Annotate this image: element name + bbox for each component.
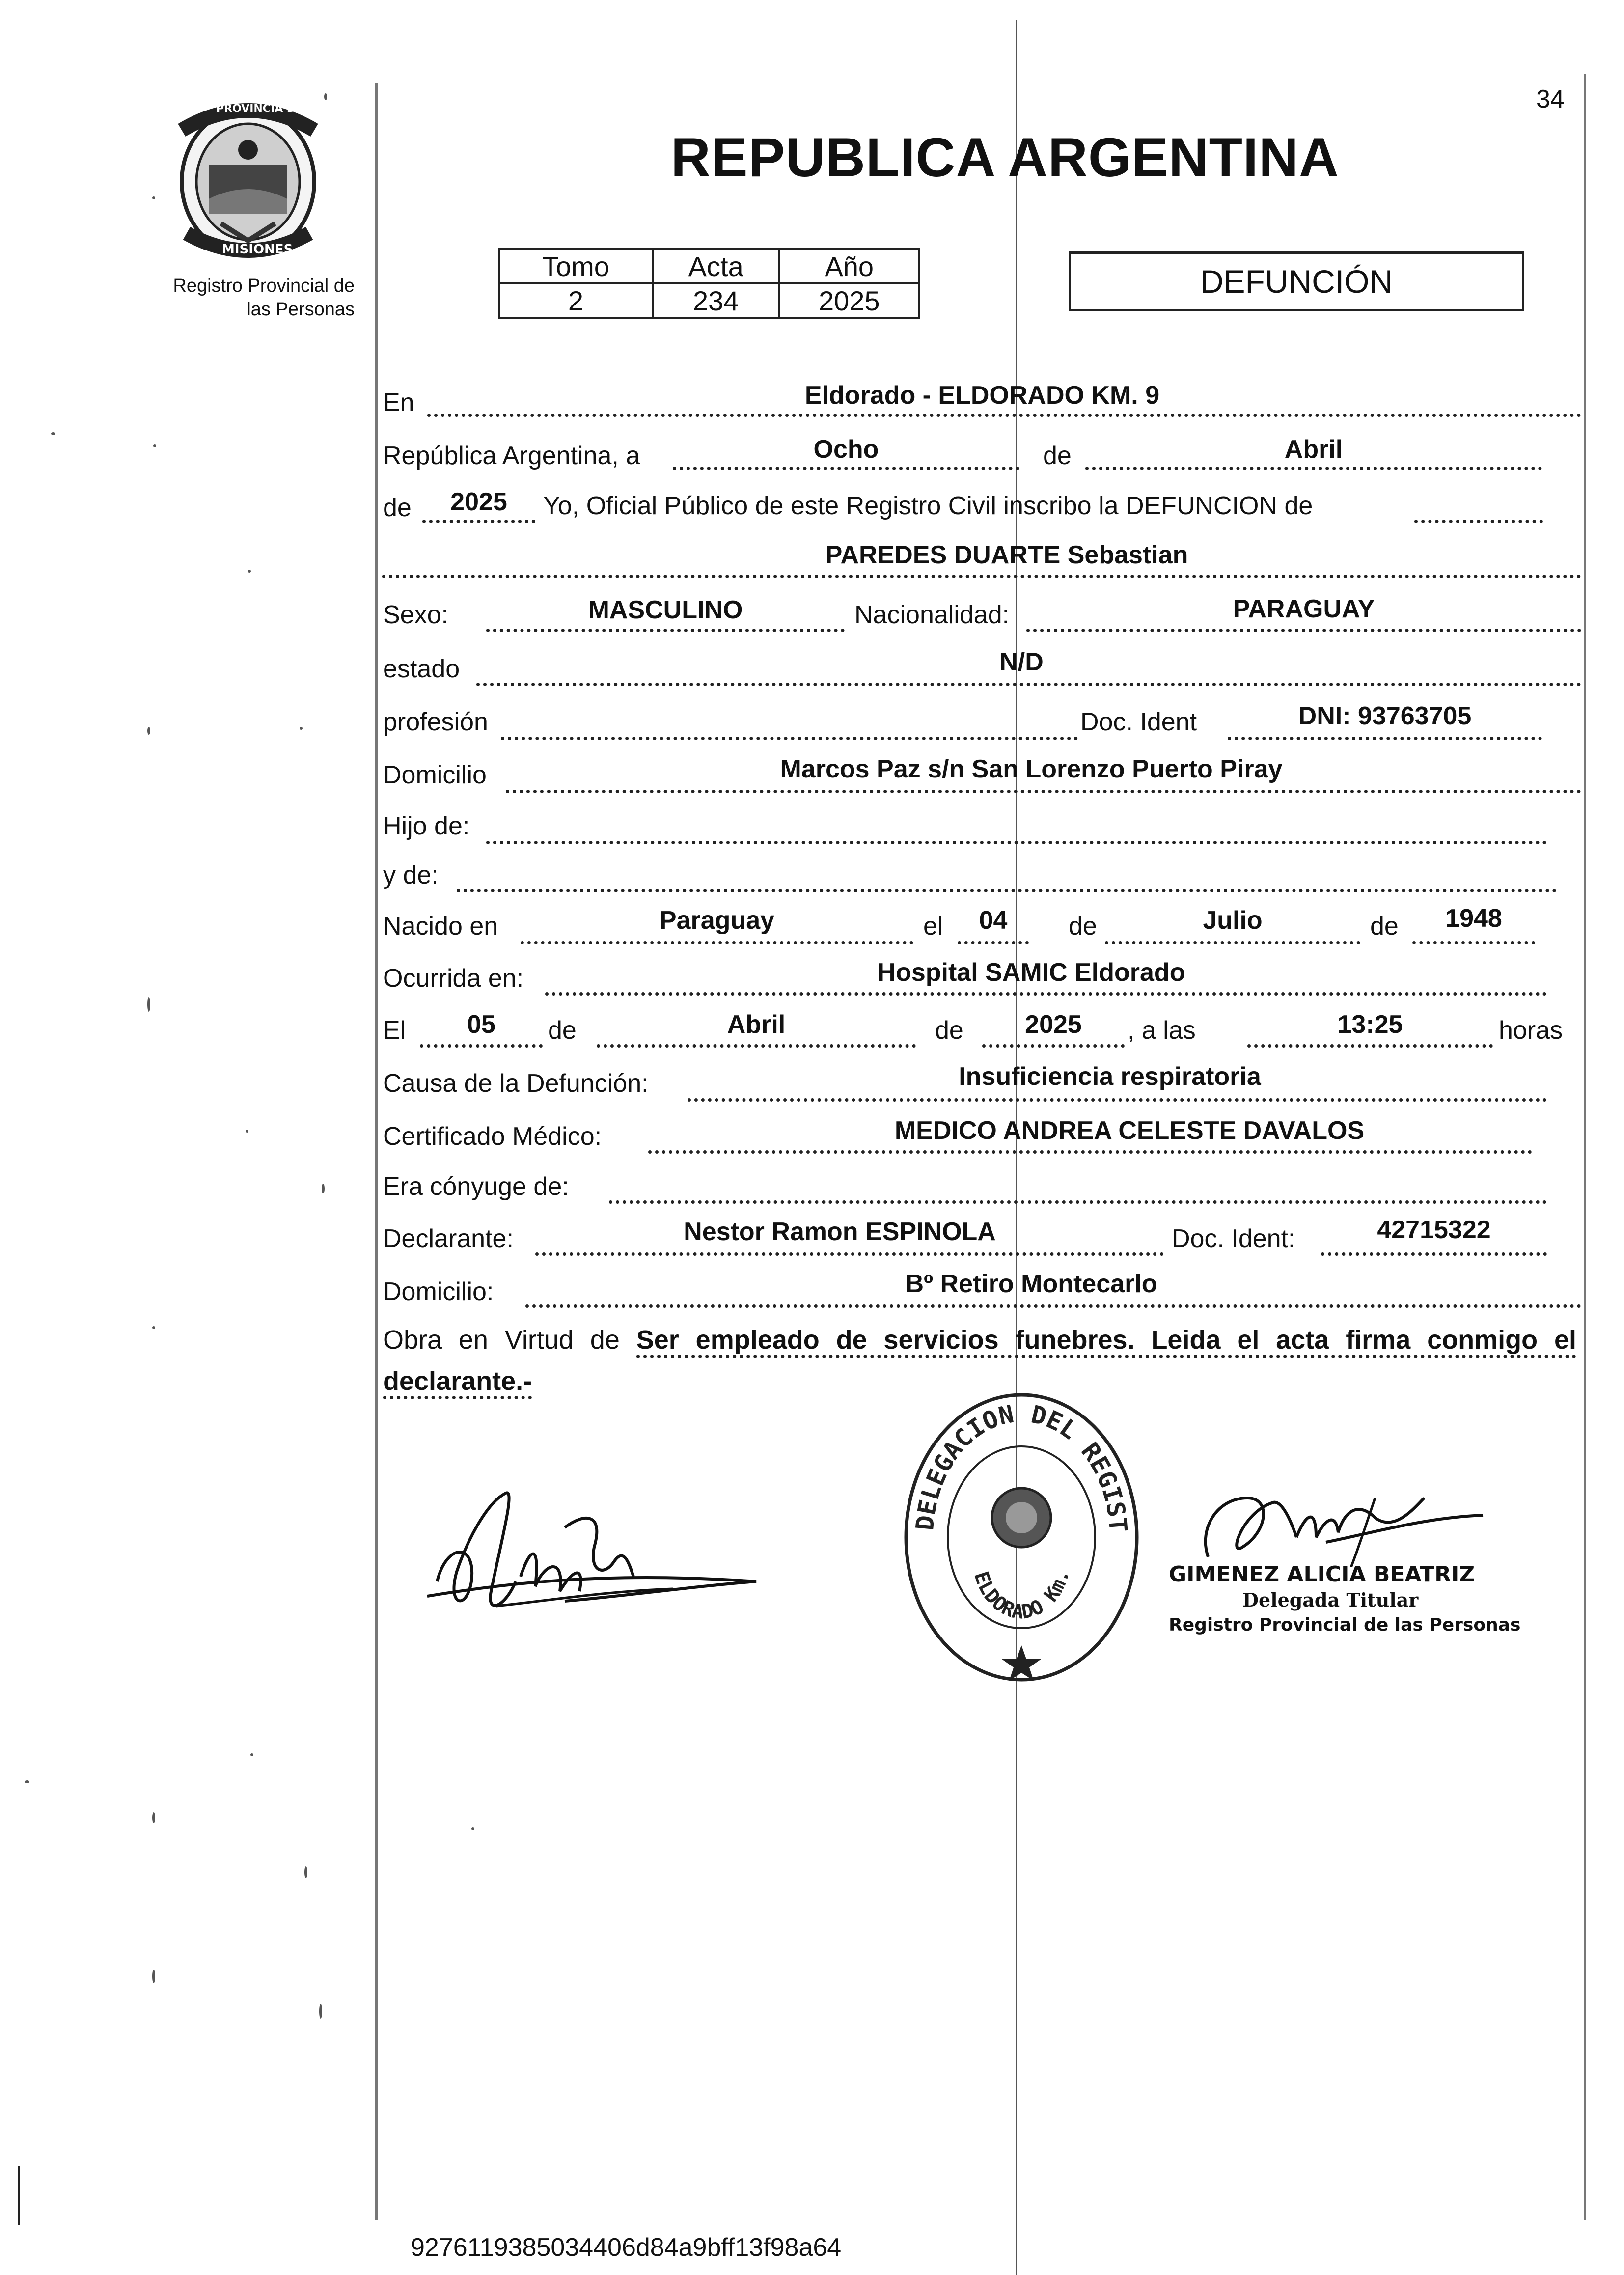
- official-signature: [1169, 1469, 1521, 1655]
- profesion-label: profesión: [383, 708, 488, 736]
- speck: [152, 1326, 155, 1329]
- declarant-signature: [417, 1483, 771, 1640]
- speck: [147, 727, 150, 735]
- speck: [51, 432, 55, 435]
- speck: [147, 997, 150, 1012]
- speck: [319, 2004, 322, 2019]
- coat-of-arms-icon: [162, 101, 334, 263]
- certificado-value: MEDICO ANDREA CELESTE DAVALOS: [894, 1116, 1365, 1145]
- acta-value: 234: [653, 283, 779, 318]
- official-role: Delegada Titular: [1242, 1589, 1419, 1611]
- stamp-inner-text: ELDORADO Km.: [969, 1566, 1074, 1624]
- death-day-value: 05: [467, 1010, 495, 1039]
- nacido-dotted-line: [521, 941, 913, 944]
- hijo-dotted-line: [486, 841, 1547, 844]
- en-label: En: [383, 388, 414, 417]
- oficial-text: Yo, Oficial Público de este Registro Civil inscribo la DEFUNCION de: [543, 492, 1313, 520]
- declarante-value: Nestor Ramon ESPINOLA: [684, 1218, 996, 1246]
- domicilio-label: Domicilio: [383, 761, 487, 789]
- speck: [25, 1780, 29, 1783]
- logo-bottom-text: MISIONES: [222, 242, 293, 257]
- right-margin-line: [1584, 74, 1586, 2220]
- y-de-dotted-line: [457, 889, 1557, 892]
- record-type-box: DEFUNCIÓN: [1069, 251, 1524, 311]
- doc-ident-value: DNI: 93763705: [1298, 702, 1472, 730]
- document-hash: 9276119385034406d84a9bff13f98a64: [411, 2233, 842, 2262]
- death-month-value: Abril: [727, 1010, 786, 1039]
- speck: [246, 1130, 248, 1133]
- stamp-outer-text: DELEGACION DEL REGIST: [910, 1399, 1133, 1533]
- decl-domicilio-dotted-line: [525, 1304, 1581, 1308]
- registry-label-line1: Registro Provincial de: [173, 276, 355, 296]
- birth-de1-label: de: [1069, 912, 1097, 941]
- domicilio-value: Marcos Paz s/n San Lorenzo Puerto Piray: [780, 755, 1283, 783]
- declarante-dotted-line: [535, 1252, 1164, 1256]
- speck: [324, 93, 327, 100]
- stamp-seal-icon: [899, 1390, 1144, 1685]
- speck: [153, 444, 156, 447]
- official-office: Registro Provincial de las Personas: [1169, 1615, 1521, 1635]
- conyuge-label: Era cónyuge de:: [383, 1172, 569, 1201]
- speck: [304, 1866, 307, 1878]
- death-de2-label: de: [935, 1016, 963, 1045]
- province-coat-of-arms: [162, 101, 334, 263]
- month-value: Abril: [1284, 435, 1343, 464]
- death-time-value: 13:25: [1337, 1010, 1403, 1039]
- speck: [152, 1812, 155, 1823]
- tomo-value: 2: [499, 283, 653, 318]
- day-dotted-line: [673, 467, 1019, 470]
- death-time-dotted-line: [1247, 1044, 1493, 1048]
- speck: [322, 1184, 325, 1193]
- page-number: 34: [1536, 85, 1565, 113]
- doc-ident-dotted-line: [1228, 737, 1542, 740]
- republica-label: República Argentina, a: [383, 442, 640, 470]
- birth-de2-label: de: [1370, 912, 1399, 941]
- hijo-label: Hijo de:: [383, 812, 470, 840]
- speck: [300, 727, 303, 730]
- sexo-value: MASCULINO: [588, 596, 743, 624]
- registry-label: [153, 274, 355, 321]
- birth-day-value: 04: [979, 906, 1008, 935]
- left-margin-line: [375, 83, 378, 2220]
- year-de-label: de: [383, 494, 412, 522]
- year-value: 2025: [450, 488, 507, 516]
- causa-dotted-line: [688, 1098, 1547, 1102]
- death-month-dotted-line: [597, 1044, 916, 1048]
- en-value: Eldorado - ELDORADO KM. 9: [804, 381, 1160, 410]
- conyuge-dotted-line: [609, 1200, 1547, 1204]
- decl-domicilio-value: Bº Retiro Montecarlo: [905, 1270, 1157, 1298]
- a-las-label: , a las: [1128, 1016, 1196, 1045]
- birth-month-dotted-line: [1105, 941, 1360, 944]
- logo-top-text: PROVINCIA DE: [216, 103, 303, 115]
- official-name: GIMENEZ ALICIA BEATRIZ: [1169, 1562, 1475, 1587]
- estado-label: estado: [383, 655, 460, 683]
- obra-en-virtud: [383, 1319, 1576, 1402]
- domicilio-dotted-line: [506, 790, 1581, 793]
- month-dotted-line: [1085, 467, 1542, 470]
- decl-doc-label: Doc. Ident:: [1172, 1224, 1295, 1253]
- registry-label-line2: las Personas: [247, 299, 355, 320]
- causa-label: Causa de la Defunción:: [383, 1069, 649, 1098]
- estado-dotted-line: [476, 683, 1581, 686]
- profesion-dotted-line: [501, 737, 1078, 740]
- birth-month-value: Julio: [1203, 906, 1263, 935]
- speck: [250, 1753, 253, 1756]
- nacido-value: Paraguay: [659, 906, 775, 935]
- certificado-label: Certificado Médico:: [383, 1122, 602, 1151]
- doc-ident-label: Doc. Ident: [1080, 708, 1197, 736]
- nacido-label: Nacido en: [383, 912, 498, 941]
- ocurrida-value: Hospital SAMIC Eldorado: [877, 958, 1185, 987]
- year-dotted-line: [422, 520, 535, 523]
- death-year-value: 2025: [1025, 1010, 1082, 1039]
- estado-value: N/D: [999, 648, 1044, 676]
- death-day-dotted-line: [420, 1044, 543, 1048]
- decl-doc-value: 42715322: [1377, 1216, 1491, 1244]
- document-title: REPUBLICA ARGENTINA: [671, 127, 1339, 188]
- birth-day-dotted-line: [958, 941, 1029, 944]
- obra-label: Obra en Virtud de: [383, 1325, 620, 1355]
- birth-year-value: 1948: [1445, 904, 1502, 933]
- anio-header: Año: [779, 249, 919, 283]
- birth-el-label: el: [923, 912, 943, 941]
- day-value: Ocho: [813, 435, 879, 464]
- oficial-dotted-line: [1414, 520, 1543, 523]
- reference-table: [498, 248, 920, 319]
- ocurrida-label: Ocurrida en:: [383, 964, 524, 993]
- decl-doc-dotted-line: [1321, 1252, 1547, 1256]
- center-fold-line: [1016, 20, 1017, 2275]
- nacionalidad-dotted-line: [1026, 629, 1581, 632]
- deceased-name: PAREDES DUARTE Sebastian: [825, 541, 1188, 569]
- signature-scribble-icon: [417, 1483, 771, 1640]
- death-el-label: El: [383, 1016, 406, 1045]
- ocurrida-dotted-line: [545, 992, 1547, 996]
- speck: [248, 570, 251, 573]
- tomo-header: Tomo: [499, 249, 653, 283]
- left-edge-mark: [18, 2166, 20, 2225]
- birth-year-dotted-line: [1412, 941, 1535, 944]
- nacionalidad-value: PARAGUAY: [1233, 595, 1375, 623]
- speck: [471, 1827, 474, 1830]
- speck: [152, 1970, 155, 1983]
- anio-value: 2025: [779, 283, 919, 318]
- speck: [152, 196, 155, 199]
- decl-domicilio-label: Domicilio:: [383, 1277, 494, 1306]
- month-de-label: de: [1043, 442, 1072, 470]
- obra-value: Ser empleado de servicios funebres. Leida el acta firma conmigo el declarante.-: [383, 1325, 1576, 1399]
- horas-label: horas: [1499, 1016, 1563, 1045]
- acta-header: Acta: [653, 249, 779, 283]
- nacionalidad-label: Nacionalidad:: [854, 601, 1010, 629]
- sexo-label: Sexo:: [383, 601, 448, 629]
- causa-value: Insuficiencia respiratoria: [959, 1062, 1261, 1091]
- official-signature-scribble-icon: [1169, 1469, 1513, 1567]
- declarante-label: Declarante:: [383, 1224, 514, 1253]
- death-de1-label: de: [548, 1016, 577, 1045]
- sexo-dotted-line: [486, 629, 845, 632]
- official-stamp: [899, 1390, 1144, 1685]
- en-dotted-line: [427, 414, 1581, 417]
- name-dotted-line: [382, 575, 1581, 578]
- death-year-dotted-line: [982, 1044, 1125, 1048]
- certificado-dotted-line: [648, 1150, 1532, 1154]
- y-de-label: y de:: [383, 861, 439, 889]
